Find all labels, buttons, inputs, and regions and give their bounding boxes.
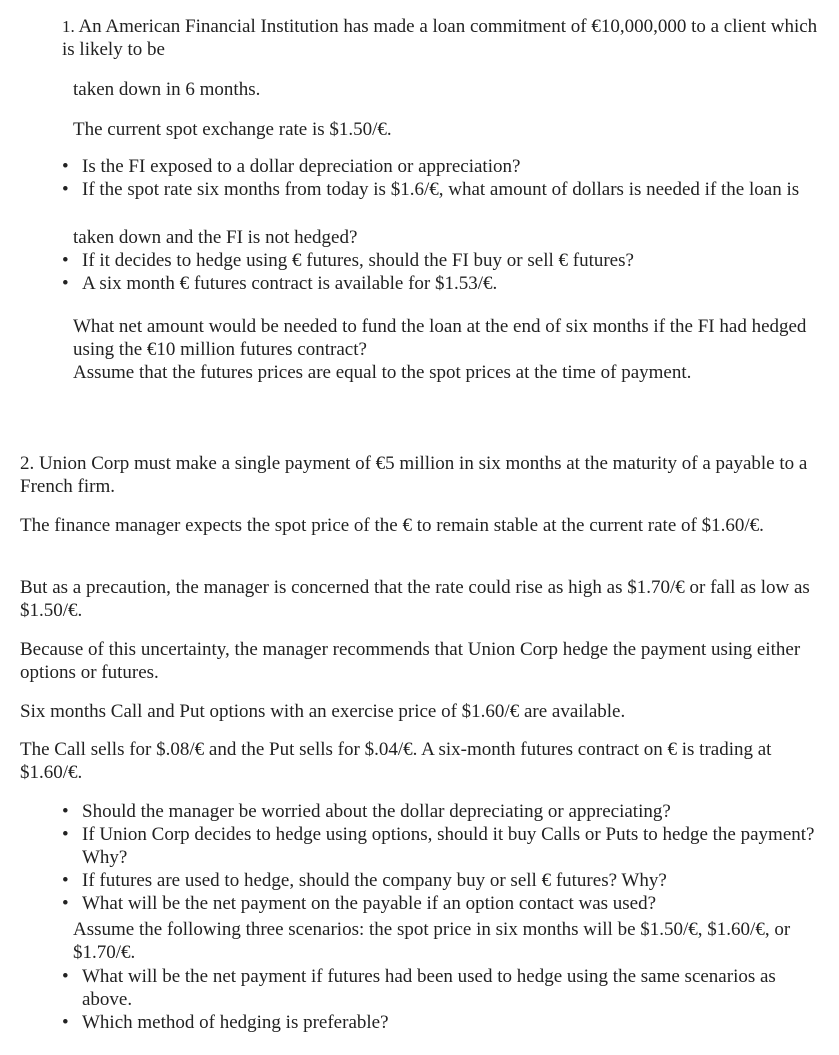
list-item: • Which method of hedging is preferable? [62, 1011, 782, 1034]
q1-bullet-cont: taken down and the FI is not hedged? [73, 227, 358, 248]
q1-intro-cont: taken down in 6 months. [73, 79, 261, 100]
list-item: • If futures are used to hedge, should the company buy or sell € futures? Why? [62, 869, 822, 892]
q1-bullets-a [62, 155, 822, 201]
list-item: • What will be the net payment if futures had been used to hedge using the same scenarios as above. [62, 965, 782, 1011]
q2-scenario-note: Assume the following three scenarios: the spot price in six months will be $1.50/€, $1.60/€, or $1.70/€. [73, 919, 791, 963]
q1-bullets-b [62, 249, 822, 295]
q1-closing [73, 315, 828, 384]
q2-paragraph: Because of this uncertainty, the manager recommends that Union Corp hedge the payment using either options or futures. [20, 639, 801, 683]
q2-bullets-a [62, 800, 822, 915]
q1-spot-rate: The current spot exchange rate is $1.50/€. [73, 119, 392, 140]
list-item: • If the spot rate six months from today is $1.6/€, what amount of dollars is needed if the loan is [62, 178, 822, 201]
q2-paragraph: The finance manager expects the spot price of the € to remain stable at the current rate of $1.60/€. [20, 515, 764, 536]
list-item: • Is the FI exposed to a dollar depreciation or appreciation? [62, 155, 822, 178]
q1-closing-assumption: Assume that the futures prices are equal to the spot prices at the time of payment. [73, 362, 692, 383]
list-item: • If Union Corp decides to hedge using options, should it buy Calls or Puts to hedge the payment? Why? [62, 823, 822, 869]
q1-intro [62, 15, 822, 61]
q1-intro-text: An American Financial Institution has made a loan commitment of €10,000,000 to a client which is likely to be [62, 16, 818, 60]
q1-closing-question: What net amount would be needed to fund the loan at the end of six months if the FI had hedged using the €10 million futures contract? [73, 316, 807, 360]
q2-paragraph: But as a precaution, the manager is concerned that the rate could rise as high as $1.70/€ or fall as low as $1.50/€. [20, 577, 810, 621]
list-item: • What will be the net payment on the payable if an option contact was used? [62, 892, 822, 915]
list-item: • A six month € futures contract is available for $1.53/€. [62, 272, 822, 295]
q1-number: 1. [62, 17, 75, 36]
q2-paragraph: 2. Union Corp must make a single payment of €5 million in six months at the maturity of a payable to a French firm. [20, 453, 808, 497]
list-item: • If it decides to hedge using € futures, should the FI buy or sell € futures? [62, 249, 822, 272]
list-item: • Should the manager be worried about the dollar depreciating or appreciating? [62, 800, 822, 823]
q2-bullets-b [62, 965, 782, 1034]
q2-paragraph: Six months Call and Put options with an exercise price of $1.60/€ are available. [20, 701, 626, 722]
q2-paragraph: The Call sells for $.08/€ and the Put sells for $.04/€. A six-month futures contract on € is trading at $1.60/€. [20, 739, 772, 783]
